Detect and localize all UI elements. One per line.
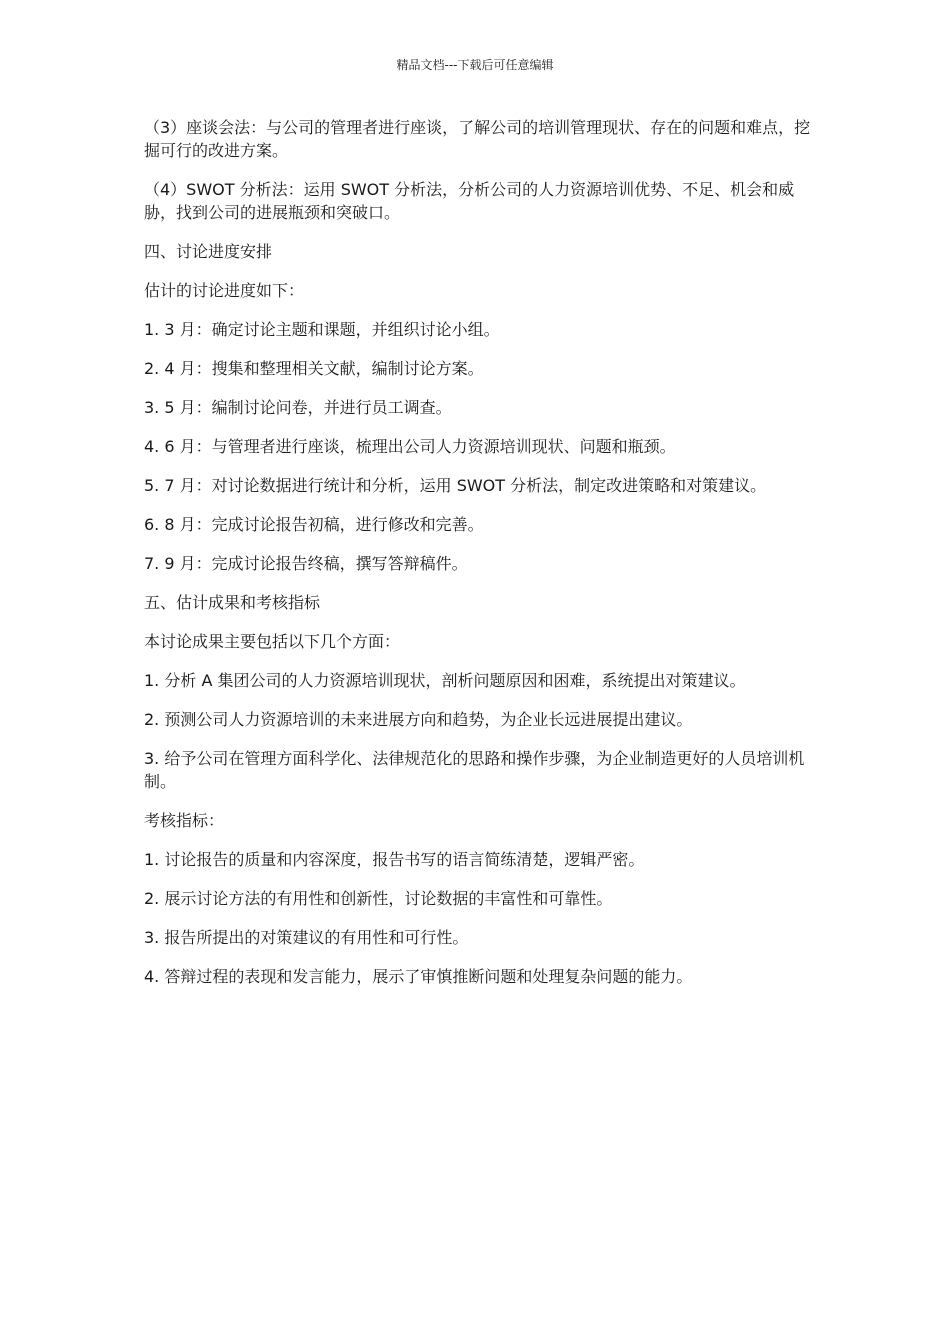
assessment-item-4: 4. 答辩过程的表现和发言能力，展示了审慎推断问题和处理复杂问题的能力。 bbox=[144, 967, 693, 986]
schedule-item-2: 2. 4 月：搜集和整理相关文献，编制讨论方案。 bbox=[144, 359, 484, 378]
paragraph-schedule-intro: 估计的讨论进度如下： bbox=[144, 281, 305, 300]
schedule-item-3: 3. 5 月：编制讨论问卷，并进行员工调查。 bbox=[144, 398, 452, 417]
outcome-item-1: 1. 分析 A 集团公司的人力资源培训现状，剖析问题原因和困难，系统提出对策建议。 bbox=[144, 671, 746, 690]
assessment-item-3: 3. 报告所提出的对策建议的有用性和可行性。 bbox=[144, 928, 469, 947]
assessment-item-1: 1. 讨论报告的质量和内容深度，报告书写的语言简练清楚，逻辑严密。 bbox=[144, 850, 645, 869]
outcome-item-3: 3. 给予公司在管理方面科学化、法律规范化的思路和操作步骤，为企业制造更好的人员培训机制。 bbox=[144, 749, 805, 791]
section-heading-schedule: 四、讨论进度安排 bbox=[144, 242, 273, 261]
outcome-item-2: 2. 预测公司人力资源培训的未来进展方向和趋势，为企业长远进展提出建议。 bbox=[144, 710, 693, 729]
schedule-item-1: 1. 3 月：确定讨论主题和课题，并组织讨论小组。 bbox=[144, 320, 500, 339]
schedule-item-5: 5. 7 月：对讨论数据进行统计和分析，运用 SWOT 分析法，制定改进策略和对策建议。 bbox=[144, 476, 767, 495]
page-header: 精品文档---下载后可任意编辑 bbox=[396, 58, 554, 72]
schedule-item-6: 6. 8 月：完成讨论报告初稿，进行修改和完善。 bbox=[144, 515, 484, 534]
paragraph-assessment-intro: 考核指标： bbox=[144, 811, 225, 830]
paragraph-outcomes-intro: 本讨论成果主要包括以下几个方面： bbox=[144, 632, 401, 651]
section-heading-outcomes: 五、估计成果和考核指标 bbox=[144, 593, 321, 612]
document-body bbox=[144, 116, 816, 1004]
assessment-item-2: 2. 展示讨论方法的有用性和创新性，讨论数据的丰富性和可靠性。 bbox=[144, 889, 613, 908]
paragraph-interview-method: （3）座谈会法：与公司的管理者进行座谈，了解公司的培训管理现状、存在的问题和难点，挖掘可行的改进方案。 bbox=[144, 118, 811, 160]
schedule-item-7: 7. 9 月：完成讨论报告终稿，撰写答辩稿件。 bbox=[144, 554, 468, 573]
schedule-item-4: 4. 6 月：与管理者进行座谈，梳理出公司人力资源培训现状、问题和瓶颈。 bbox=[144, 437, 676, 456]
paragraph-swot-method: （4）SWOT 分析法：运用 SWOT 分析法，分析公司的人力资源培训优势、不足、机会和威胁，找到公司的进展瓶颈和突破口。 bbox=[144, 180, 795, 222]
